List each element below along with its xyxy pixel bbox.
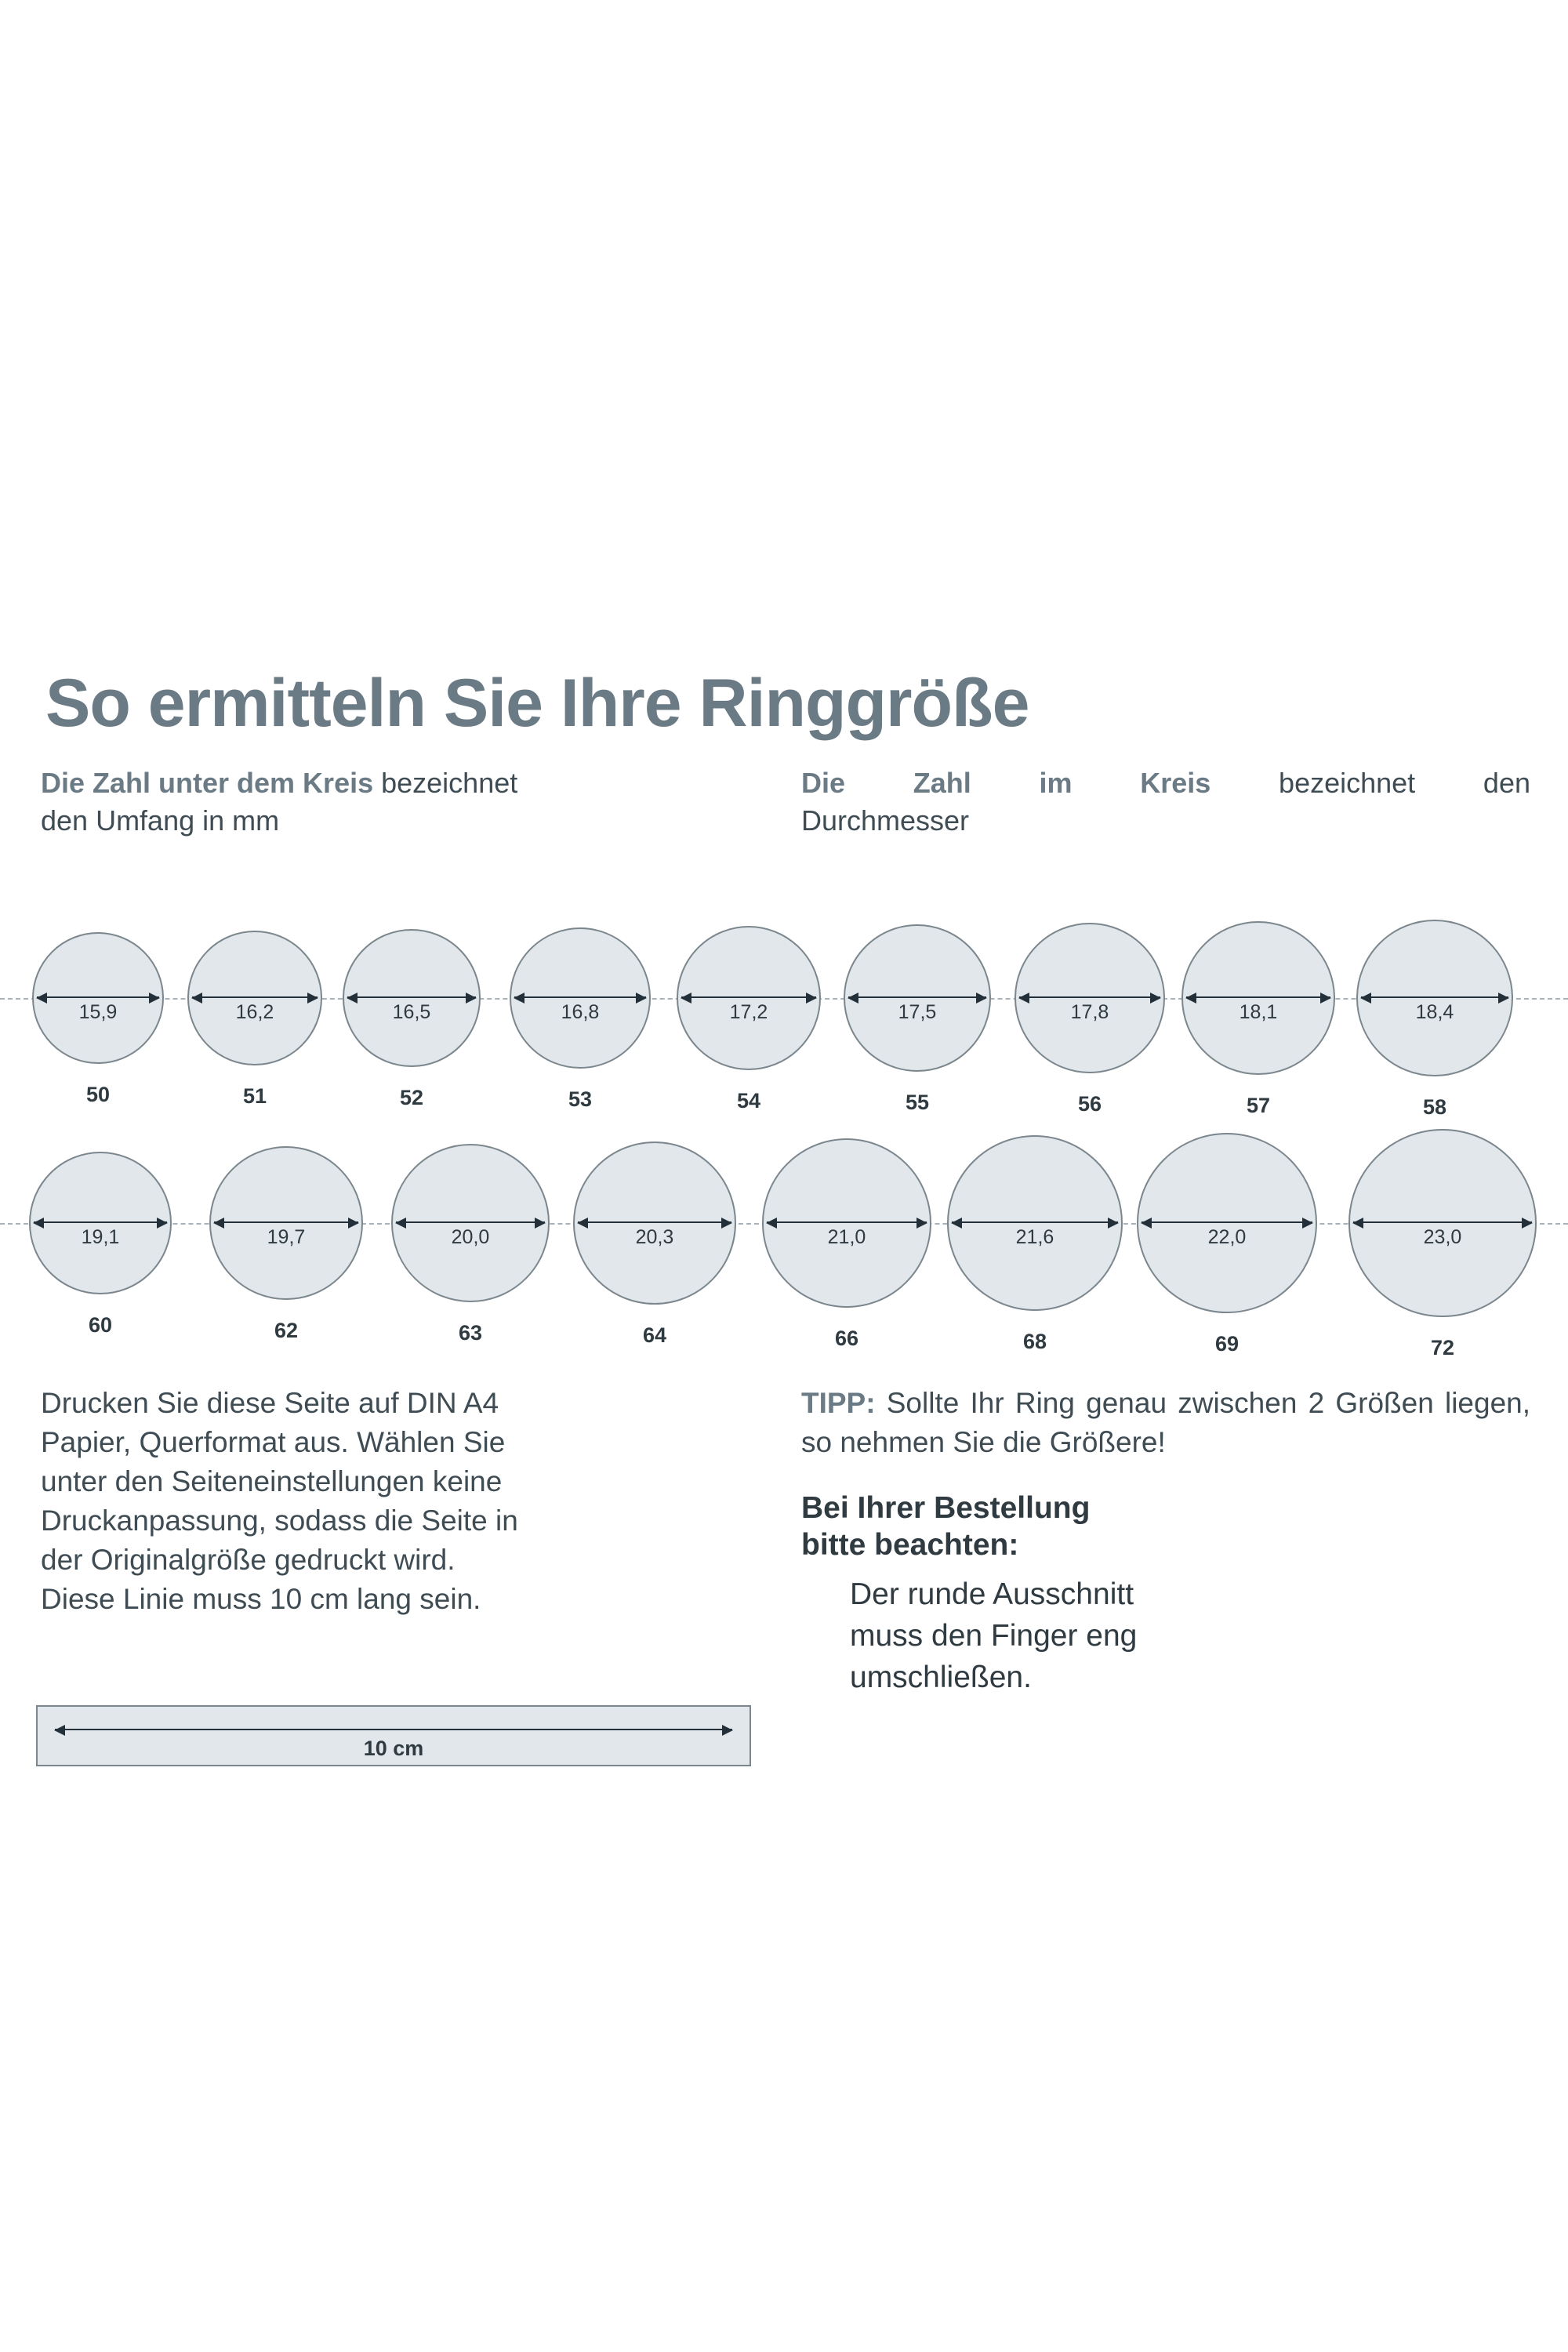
ring-diameter-label: 17,2 [729,1001,768,1023]
tip-section [801,1384,1530,1698]
ring-circumference-label: 69 [1214,1332,1240,1356]
ring-circle [677,926,821,1070]
ring-circle [29,1152,172,1294]
ring-circumference-label: 58 [1422,1095,1447,1119]
diameter-arrow-icon [1186,996,1330,998]
print-line-2: Papier, Querformat aus. Wählen Sie [41,1425,506,1458]
ring-circumference-label: 72 [1430,1336,1455,1359]
intro-right [801,764,1530,839]
ring-diameter-label: 22,0 [1207,1226,1247,1248]
ring-diameter-label: 16,8 [561,1001,600,1023]
ring-diameter-label: 20,3 [635,1226,674,1248]
ring-row-1 [0,906,1568,1119]
ring-diameter-label: 18,1 [1239,1001,1278,1023]
order-note-heading [801,1490,1530,1564]
ring-diameter-label: 17,5 [898,1001,937,1023]
ring-circle [187,931,322,1065]
diameter-arrow-icon [578,1221,731,1223]
ring-circle [844,924,991,1072]
diameter-arrow-icon [767,1221,927,1223]
tip-paragraph [801,1384,1530,1462]
ring-circumference-label: 56 [1077,1092,1102,1116]
ruler-label: 10 cm [347,1737,441,1761]
diameter-arrow-icon [396,1221,545,1223]
order-note-body-line3: umschließen. [850,1660,1032,1694]
diameter-arrow-icon [848,996,986,998]
ring-circumference-label: 63 [458,1321,483,1345]
ten-cm-ruler [36,1705,751,1766]
ring-diameter-label: 21,0 [827,1226,866,1248]
ring-circle [209,1146,363,1300]
order-note-heading-line2: bitte beachten: [801,1527,1019,1562]
diameter-arrow-icon [1353,1221,1532,1223]
ruler-arrow-icon [55,1729,732,1730]
diameter-arrow-icon [34,1221,167,1223]
ring-row-2 [0,1113,1568,1359]
ring-circle [343,929,481,1067]
ring-circumference-label: 50 [85,1083,111,1106]
ring-diameter-label: 16,5 [392,1001,431,1023]
ring-diameter-label: 19,1 [81,1226,120,1248]
intro-right-lead: Die Zahl im Kreis [801,767,1211,799]
ring-diameter-label: 15,9 [78,1001,118,1023]
intro-left [41,764,746,839]
diameter-arrow-icon [1142,1221,1312,1223]
ring-circumference-label: 55 [905,1091,930,1114]
ring-circumference-label: 51 [242,1084,267,1108]
ring-circumference-label: 66 [834,1327,859,1350]
intro-left-rest: bezeichnet [373,767,518,799]
ring-circumference-label: 57 [1246,1094,1271,1117]
ring-diameter-label: 20,0 [451,1226,490,1248]
print-line-3: unter den Seiteneinstellungen keine [41,1465,503,1497]
order-note-body-line1: Der runde Ausschnitt [850,1577,1134,1612]
print-instructions [41,1384,750,1619]
ring-circumference-label: 64 [642,1323,667,1347]
ring-circumference-label: 52 [399,1086,424,1109]
ring-circle [1181,921,1335,1075]
print-line-6: Diese Linie muss 10 cm lang sein. [41,1582,481,1615]
ring-diameter-label: 21,6 [1015,1226,1054,1248]
ring-circle [762,1138,931,1308]
diameter-arrow-icon [952,1221,1118,1223]
ring-diameter-label: 17,8 [1070,1001,1109,1023]
print-line-4: Druckanpassung, sodass die Seite in [41,1504,518,1537]
order-note-body-line2: muss den Finger eng [850,1619,1138,1653]
ring-circumference-label: 68 [1022,1330,1047,1353]
ring-circumference-label: 62 [274,1319,299,1342]
diameter-arrow-icon [192,996,318,998]
diameter-arrow-icon [681,996,816,998]
ring-circumference-label: 60 [88,1313,113,1337]
tip-lead: TIPP: [801,1387,876,1419]
ring-circle [1348,1129,1537,1317]
diameter-arrow-icon [1361,996,1508,998]
ring-circumference-label: 54 [736,1089,761,1112]
ring-diameter-label: 19,7 [267,1226,306,1248]
ring-circle [1356,920,1513,1076]
ring-circle [32,932,164,1064]
ring-diameter-label: 18,4 [1415,1001,1454,1023]
print-line-1: Drucken Sie diese Seite auf DIN A4 [41,1387,499,1419]
tip-text: Sollte Ihr Ring genau zwischen 2 Größen liegen, so nehmen Sie die Größere! [801,1387,1530,1458]
diameter-arrow-icon [214,1221,358,1223]
ring-circle [510,927,651,1069]
ring-circle [573,1142,736,1305]
ring-diameter-label: 16,2 [235,1001,274,1023]
ring-circle [947,1135,1123,1311]
ring-circle [1014,923,1165,1073]
diameter-arrow-icon [1019,996,1160,998]
ring-diameter-label: 23,0 [1423,1226,1462,1248]
diameter-arrow-icon [347,996,476,998]
intro-right-rest: bezeichnet den [1210,767,1530,799]
ring-circle [391,1144,550,1302]
print-line-5: der Originalgröße gedruckt wird. [41,1543,456,1576]
diameter-arrow-icon [514,996,646,998]
order-note-heading-line1: Bei Ihrer Bestellung [801,1490,1091,1525]
intro-right-line2: Durchmesser [801,804,970,837]
ring-circumference-label: 53 [568,1087,593,1111]
intro-left-line2: den Umfang in mm [41,804,280,837]
ring-circle [1137,1133,1317,1313]
order-note-body [850,1574,1530,1698]
page-title: So ermitteln Sie Ihre Ringgröße [45,665,1029,741]
intro-left-lead: Die Zahl unter dem Kreis [41,767,374,799]
diameter-arrow-icon [37,996,159,998]
